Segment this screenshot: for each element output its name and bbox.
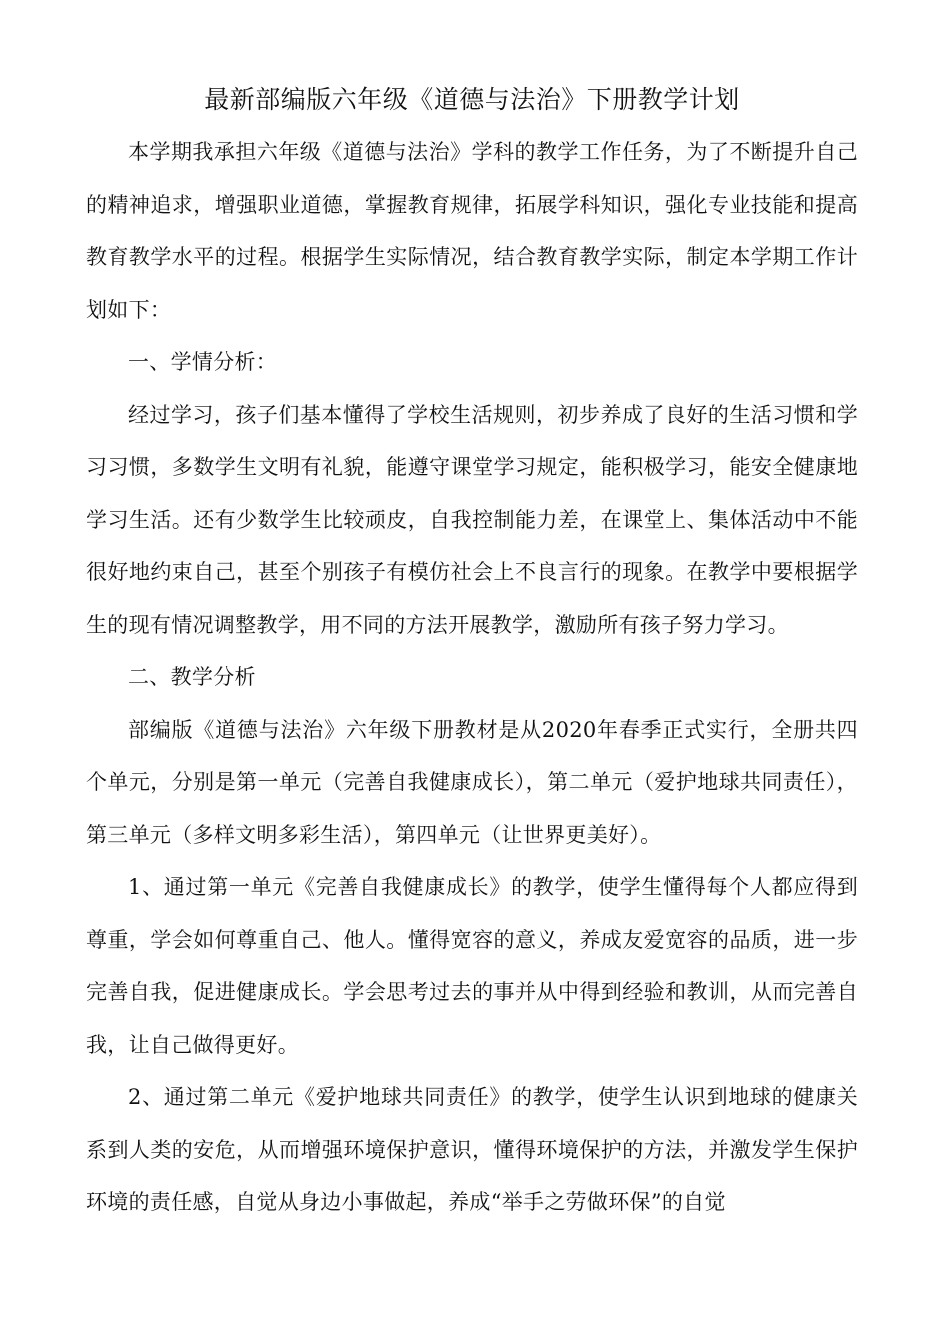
section-heading-teaching-analysis: 二、教学分析	[128, 665, 256, 689]
unit-one-paragraph: 1、通过第一单元《完善自我健康成长》的教学，使学生懂得每个人都应得到尊重，学会如何尊重自己、他人。懂得宽容的意义，养成友爱宽容的品质，进一步完善自我，促进健康成长。学会思考过去的事并从中得到经验和教训，从而完善自我，让自己做得更好。	[86, 875, 858, 1057]
unit-two-paragraph: 2、通过第二单元《爱护地球共同责任》的教学，使学生认识到地球的健康关系到人类的安危，从而增强环境保护意识，懂得环境保护的方法，并激发学生保护环境的责任感，自觉从身边小事做起，养成“举手之劳做环保”的自觉	[86, 1085, 858, 1214]
textbook-overview-paragraph: 部编版《道德与法治》六年级下册教材是从2020年春季正式实行，全册共四个单元，分别是第一单元（完善自我健康成长），第二单元（爱护地球共同责任），第三单元（多样文明多彩生活），第四单元（让世界更美好）。	[86, 717, 858, 847]
intro-paragraph: 本学期我承担六年级《道德与法治》学科的教学工作任务，为了不断提升自己的精神追求，增强职业道德，掌握教育规律，拓展学科知识，强化专业技能和提高教育教学水平的过程。根据学生实际情况，结合教育教学实际，制定本学期工作计划如下：	[86, 140, 858, 322]
section-heading-student-analysis: 一、学情分析：	[128, 350, 278, 374]
student-analysis-paragraph: 经过学习，孩子们基本懂得了学校生活规则，初步养成了良好的生活习惯和学习习惯，多数学生文明有礼貌，能遵守课堂学习规定，能积极学习，能安全健康地学习生活。还有少数学生比较顽皮，自我控制能力差，在课堂上、集体活动中不能很好地约束自己，甚至个别孩子有模仿社会上不良言行的现象。在教学中要根据学生的现有情况调整教学，用不同的方法开展教学，激励所有孩子努力学习。	[86, 402, 858, 637]
document-title: 最新部编版六年级《道德与法治》下册教学计划	[204, 85, 740, 114]
